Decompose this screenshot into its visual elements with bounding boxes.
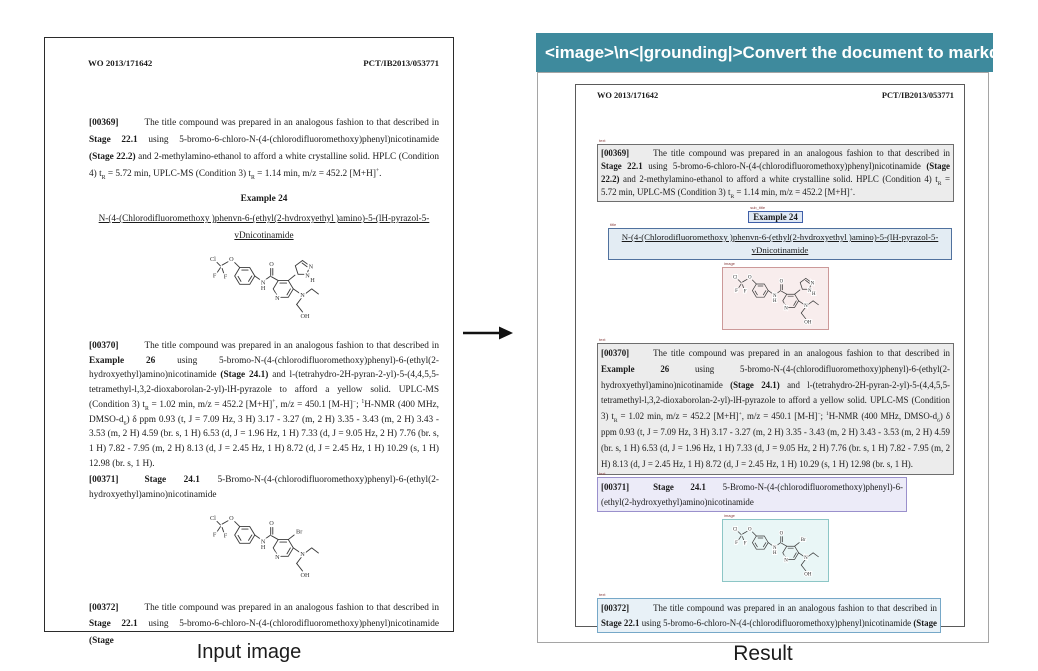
text-segment: R	[730, 193, 735, 200]
document-body	[45, 114, 453, 650]
atom-label: Br	[800, 538, 806, 544]
grounding-ref-label: text	[599, 471, 606, 477]
atom-label: F	[223, 273, 228, 281]
paragraph-370-box	[88, 338, 440, 472]
text-segment: R	[937, 180, 942, 187]
example-heading-box	[237, 193, 292, 205]
text-segment: R	[144, 405, 149, 412]
publication-number: WO 2013/171642	[88, 58, 153, 68]
atom-label: N	[308, 263, 314, 271]
structure-2-box	[196, 506, 332, 584]
paragraph-371-box	[88, 472, 440, 503]
atom-label: O	[747, 275, 752, 281]
example-heading-row	[88, 184, 440, 205]
text-segment: , m/z = 450.1 [M-H]	[275, 399, 353, 410]
text-segment: 5-Bromo-N-(4-(chlorodifluoromethoxy)phenyl)-6-(ethyl(2-hydroxyethyl)amino)nicotinamide	[601, 482, 903, 507]
result-caption: Result	[733, 642, 793, 665]
chemical-structure-bromo	[201, 509, 327, 581]
text-segment: = 5.72 min, UPLC-MS (Condition 3) t	[105, 169, 251, 179]
arrow-right-icon	[461, 324, 515, 342]
atom-label: N	[773, 294, 777, 300]
paragraph-370	[601, 346, 950, 472]
paragraph-text	[89, 341, 439, 469]
text-segment: ) δ ppm 0.93 (t, J = 7.09 Hz, 3 H) 3.17 - 3.27 (m, 2 H) 3.35 - 3.43 (m, 2 H) 3.43 - 3.53 (m, 2 H) 4.59 (br. s, 1 H) 6.53 (d, J = 1.96 Hz, 1 H) 7.33 (d, J = 9.05 Hz, 2 H) 7.76 (br. s, 1 H) 7.82 - 7.95 (m, 2 H) 8.13 (d, J = 2.45 Hz, 1 H) 8.72 (d, J = 2.45 Hz, 1 H) 10.29 (s, 1 H) 12.98 (br. s, 1 H).	[89, 414, 439, 469]
paragraph-369-box	[597, 138, 954, 202]
text-segment: Stage 24.1	[144, 475, 200, 486]
text-segment: The title compound was prepared in an analogous fashion to that described in	[653, 348, 950, 358]
paragraph-tag: [00372]	[601, 603, 630, 614]
text-segment: Stage 22.1	[601, 617, 640, 628]
text-segment: Stage 22.1	[89, 619, 138, 630]
grounding-ref-label: text	[599, 337, 606, 342]
paragraph-tag: [00370]	[601, 348, 630, 358]
atom-label: H	[773, 551, 777, 557]
atom-label: Cl	[209, 255, 216, 263]
atom-label: H	[260, 285, 266, 293]
text-segment: = 1.02 min, m/z = 452.2 [M+H]	[148, 399, 273, 410]
text-segment: 1	[361, 398, 365, 405]
atom-label: F	[212, 531, 217, 539]
atom-label: Cl	[732, 528, 738, 534]
atom-label: O	[779, 279, 784, 285]
atom-label: F	[735, 288, 738, 294]
text-segment: (Stage 22.2)	[601, 161, 950, 184]
grounding-ref-label: text	[599, 592, 606, 598]
atom-label: N	[804, 556, 808, 562]
paragraph-text	[601, 148, 950, 200]
text-segment: The title compound was prepared in an analogous fashion to that described in	[144, 341, 439, 351]
paragraph-369	[89, 115, 439, 183]
atom-label: O	[229, 514, 234, 522]
text-segment: H-NMR (400 MHz, DMSO-d	[89, 399, 439, 425]
atom-label: O	[229, 255, 234, 263]
atom-label: H	[811, 292, 816, 298]
atom-label: Cl	[209, 514, 216, 522]
text-segment: H-NMR (400 MHz, DMSO-d	[828, 411, 938, 422]
document-body	[576, 138, 964, 633]
structure-1-box	[722, 261, 829, 330]
text-segment: ) δ ppm 0.93 (t, J = 7.09 Hz, 3 H) 3.17 - 3.27 (m, 2 H) 3.35 - 3.43 (m, 2 H) 3.43 - 3.53 (m, 2 H) 4.59 (br. s, 1 H) 6.53 (d, J = 1.96 Hz, 1 H) 7.33 (d, J = 9.05 Hz, 2 H) 7.76 (br. s, 1 H) 7.82 - 7.95 (m, 2 H) 8.13 (d, J = 2.45 Hz, 1 H) 8.72 (d, J = 2.45 Hz, 1 H) 10.29 (s, 1 H) 12.98 (br. s, 1 H).	[601, 411, 951, 469]
compound-name-line2: vDnicotinamide	[751, 245, 809, 255]
text-segment: 5-Bromo-N-(4-(chlorodifluoromethoxy)phenyl)-6-(ethyl(2-hydroxyethyl)amino)nicotinamide	[89, 475, 439, 501]
text-segment: (Stage	[89, 635, 114, 646]
text-segment: using 5-bromo-N-(4-(chlorodifluoromethoxy)phenyl)-6-(ethyl(2-hydroxyethyl)amino)nicotinamide	[89, 355, 439, 381]
text-segment: , m/z = 450.1 [M-H]	[741, 411, 818, 422]
text-segment: The title compound was prepared in an analogous fashion to that described in	[653, 148, 950, 158]
paragraph-369	[601, 147, 950, 199]
text-segment: using 5-bromo-6-chloro-N-(4-(chlorodifluoromethoxy)phenyl)nicotinamide	[642, 161, 927, 171]
text-segment: using 5-bromo-6-chloro-N-(4-(chlorodifluoromethoxy)phenyl)nicotinamide	[639, 617, 914, 628]
paragraph-text	[601, 603, 937, 628]
text-segment: R	[613, 417, 618, 424]
text-segment: Stage 22.1	[601, 161, 643, 171]
grounding-ref-label: image	[724, 513, 735, 519]
atom-label: O	[269, 260, 274, 268]
text-segment: Example 26	[601, 363, 670, 374]
text-segment: +	[375, 167, 380, 174]
atom-label: OH	[804, 572, 812, 578]
structure-1-row	[88, 245, 440, 328]
structure-1-row	[597, 260, 954, 332]
paragraph-371-box	[597, 471, 907, 512]
atom-label: H	[260, 543, 266, 551]
atom-label: F	[212, 272, 217, 280]
atom-label: N	[773, 546, 777, 552]
text-segment: using 5-bromo-6-chloro-N-(4-(chlorodifluoromethoxy)phenyl)nicotinamide	[137, 135, 439, 145]
atom-label: OH	[300, 312, 310, 320]
text-segment: 1	[826, 411, 829, 418]
grounding-ref-label: title	[610, 222, 617, 227]
atom-label: N	[305, 272, 310, 280]
paragraph-370	[89, 339, 439, 471]
atom-label: OH	[300, 571, 310, 579]
text-segment: −	[352, 398, 357, 405]
text-segment: = 5.72 min, UPLC-MS (Condition 3) t	[601, 174, 950, 197]
compound-name-line1: N-(4-(Chlorodifluoromethoxy )phenvn-6-(ethyl(2-hvdroxyethyl )amino)-5-(lH-pyrazol-5-	[621, 232, 939, 242]
text-segment: +	[738, 411, 742, 418]
text-segment: = 1.02 min, m/z = 452.2 [M+H]	[617, 411, 739, 422]
paragraph-text	[601, 348, 950, 469]
text-segment: (Stage 24.1)	[730, 379, 780, 390]
paragraph-tag: [00371]	[601, 482, 630, 493]
atom-label: N	[808, 288, 812, 294]
chemical-structure-pyrazole	[201, 250, 327, 322]
text-segment: −	[817, 411, 821, 418]
text-segment: = 1.14 min, m/z = 452.2 [M+H]	[734, 187, 850, 197]
text-segment: 6	[123, 420, 127, 427]
atom-label: N	[804, 304, 808, 310]
atom-label: O	[779, 532, 784, 538]
prompt-text: <image>\n<|grounding|>Convert the document to markdown.	[545, 42, 1038, 62]
paragraph-371	[89, 473, 439, 502]
grounding-ref-label: sub_title	[750, 205, 766, 210]
compound-name-box	[88, 209, 440, 245]
atom-label: N	[275, 295, 280, 303]
example-heading: Example 24	[753, 212, 798, 222]
paragraph-tag: [00372]	[89, 602, 119, 613]
text-segment: and 2-methylamino-ethanol to afford a white crystalline solid. HPLC (Condition 4) t	[619, 174, 938, 184]
text-segment: using 5-bromo-6-chloro-N-(4-(chlorodifluoromethoxy)phenyl)nicotinamide	[137, 619, 439, 630]
compound-name-line1: N-(4-(Chlorodifluoromethoxy )phenvn-6-(ethyl(2-hvdroxyethyl )amino)-5-(lH-pyrazol-5-	[98, 213, 430, 223]
text-segment: and 2-methylamino-ethanol to afford a white crystalline solid. HPLC (Condition 4) t	[89, 152, 439, 179]
text-segment: (Stage 22.2)	[89, 152, 136, 162]
pct-number: PCT/IB2013/053771	[881, 91, 954, 100]
input-image-caption: Input image	[196, 641, 302, 663]
example-heading-box	[748, 205, 803, 223]
text-segment: .	[852, 187, 856, 197]
atom-label: O	[747, 528, 752, 534]
text-segment: +	[849, 187, 853, 194]
atom-label: F	[743, 289, 747, 295]
document-header	[576, 85, 964, 100]
paragraph-tag: [00371]	[89, 475, 119, 486]
atom-label: N	[260, 279, 266, 287]
paragraph-tag: [00370]	[89, 341, 119, 351]
atom-label: OH	[804, 320, 812, 326]
text-segment: (Stage	[913, 617, 937, 628]
paragraph-370-box	[597, 337, 954, 475]
text-segment: and l-(tetrahydro-2H-pyran-2-yl)-5-(4,4,5,5-tetramethyl-l,3,2-dioxaborolan-2-yl)-lH-pyrazole to afford a yellow solid. UPLC-MS (Condition 3) t	[601, 379, 950, 422]
atom-label: N	[810, 281, 815, 287]
atom-label: Cl	[732, 275, 738, 281]
text-segment: and l-(tetrahydro-2H-pyran-2-yl)-5-(4,4,5,5-tetramethyl-l,3,2-dioxaborolan-2-yl)-lH-pyrazole to afford a yellow solid. UPLC-MS (Condition 3) t	[89, 370, 439, 410]
text-segment: Stage 24.1	[653, 482, 706, 493]
atom-label: O	[269, 519, 274, 527]
text-segment: ;	[820, 411, 827, 422]
paragraph-371	[601, 480, 903, 509]
atom-label: F	[743, 541, 747, 547]
input-document-page	[44, 37, 454, 646]
grounding-ref-label: image	[724, 261, 735, 266]
atom-label: F	[223, 532, 228, 540]
document-header	[45, 38, 453, 68]
atom-label: H	[773, 298, 777, 304]
structure-2-row	[597, 512, 954, 584]
result-document-page	[575, 84, 965, 627]
paragraph-tag: [00369]	[601, 148, 630, 158]
compound-name-box	[608, 222, 952, 260]
text-segment: 6	[937, 417, 940, 424]
paragraph-text	[89, 118, 439, 179]
prompt-bar	[536, 33, 1038, 72]
text-segment: = 1.14 min, m/z = 452.2 [M+H]	[254, 169, 376, 179]
compound-name-line2: vDnicotinamide	[234, 230, 294, 240]
pct-number: PCT/IB2013/053771	[363, 58, 439, 68]
text-segment: (Stage 24.1)	[220, 370, 269, 381]
text-segment: R	[250, 174, 255, 181]
chemical-structure-bromo	[726, 522, 825, 579]
paragraph-text	[601, 482, 903, 507]
paragraph-text	[89, 475, 439, 500]
text-segment: Stage 22.1	[89, 135, 138, 145]
text-segment: The title compound was prepared in an analogous fashion to that described in	[144, 118, 439, 128]
paragraph-tag: [00369]	[89, 118, 119, 128]
text-segment: +	[272, 398, 276, 405]
text-segment: The title compound was prepared in an analogous fashion to that described in	[653, 603, 937, 614]
text-segment: R	[101, 174, 106, 181]
structure-1-box	[196, 247, 332, 325]
atom-label: N	[260, 538, 266, 546]
text-segment: Example 26	[89, 355, 156, 366]
grounding-ref-label: text	[599, 138, 606, 143]
atom-label: F	[735, 541, 738, 547]
text-segment: using 5-bromo-N-(4-(chlorodifluoromethoxy)phenyl)-6-(ethyl(2-hydroxyethyl)amino)nicotinamide	[601, 363, 950, 390]
atom-label: N	[300, 550, 305, 558]
paragraph-text	[89, 603, 439, 646]
atom-label: N	[300, 291, 305, 299]
paragraph-372-box	[597, 592, 941, 633]
atom-label: H	[310, 276, 315, 284]
paragraph-369-box	[88, 114, 440, 184]
text-segment: The title compound was prepared in an analogous fashion to that described in	[144, 602, 439, 613]
structure-2-row	[88, 504, 440, 587]
structure-2-box	[722, 513, 829, 582]
text-segment: .	[379, 169, 382, 179]
chemical-structure-pyrazole	[726, 270, 825, 327]
atom-label: Br	[296, 528, 303, 536]
atom-label: N	[784, 306, 788, 312]
example-heading-row	[597, 202, 954, 223]
paragraph-372	[601, 601, 937, 630]
atom-label: N	[275, 553, 280, 561]
example-heading: Example 24	[240, 194, 288, 204]
publication-number: WO 2013/171642	[597, 91, 659, 100]
text-segment: ;	[356, 399, 362, 410]
atom-label: N	[784, 559, 788, 565]
